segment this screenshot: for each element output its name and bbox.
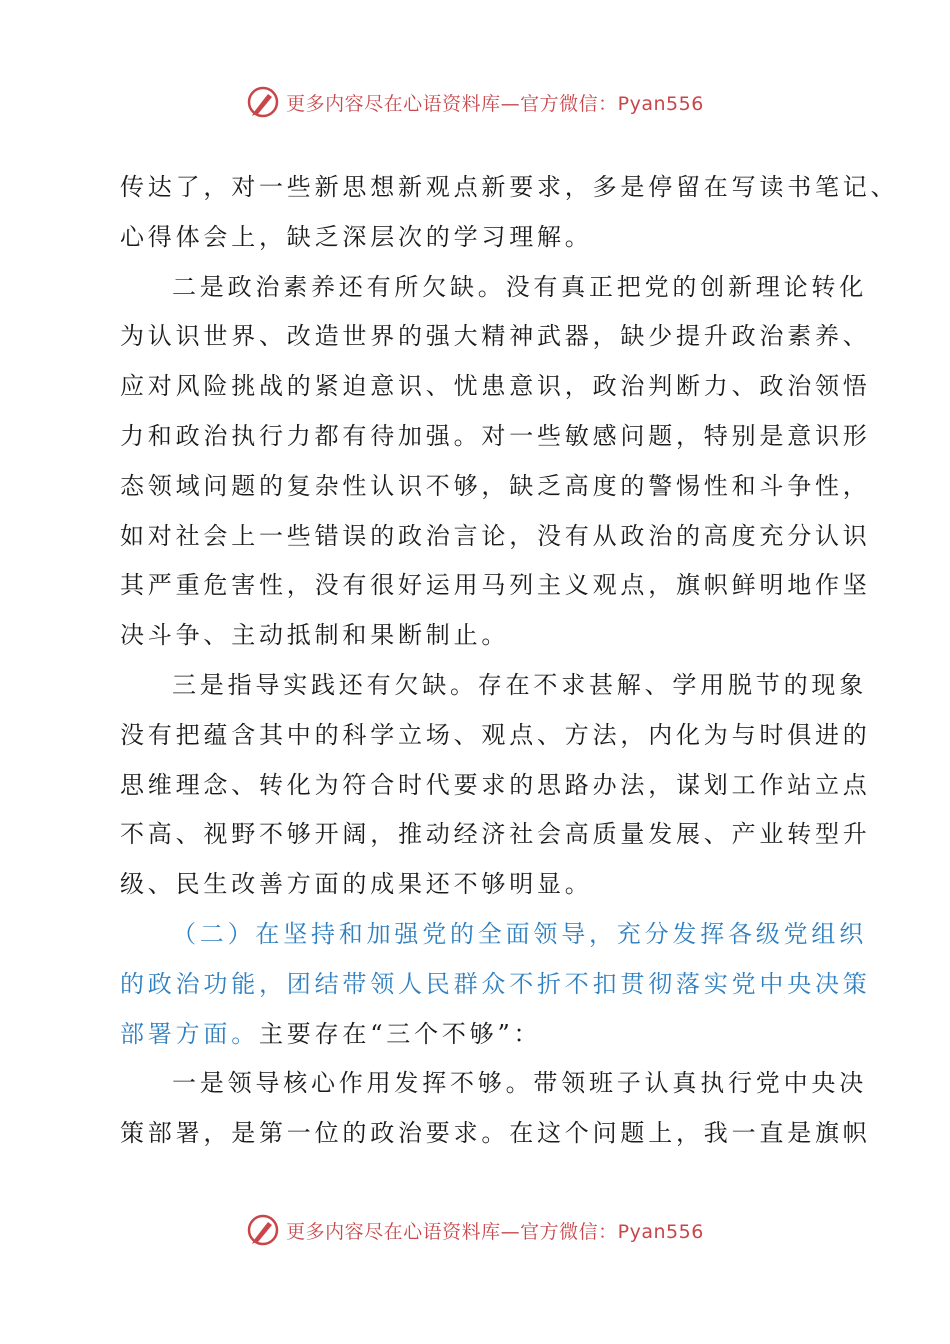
body-line: 一是领导核心作用发挥不够。带领班子认真执行党中央决	[172, 1069, 867, 1098]
pen-circle-logo-icon	[246, 1213, 280, 1247]
body-line: 二是政治素养还有所欠缺。没有真正把党的创新理论转化	[172, 272, 867, 301]
body-line: 策部署，是第一位的政治要求。在这个问题上，我一直是旗帜	[120, 1119, 871, 1148]
body-line: 思维理念、转化为符合时代要求的思路办法，谋划工作站立点	[120, 770, 871, 799]
section-heading-line: （二）在坚持和加强党的全面领导，充分发挥各级党组织	[172, 919, 867, 948]
body-line: 传达了，对一些新思想新观点新要求，多是停留在写读书笔记、	[120, 173, 899, 201]
section-heading-line	[120, 1010, 835, 1060]
header-banner	[0, 82, 950, 122]
body-line: 为认识世界、改造世界的强大精神武器，缺少提升政治素养、	[120, 322, 871, 351]
section-intro: 主要存在“三个不够”：	[259, 1019, 542, 1048]
header-banner-text: 更多内容尽在心语资料库—官方微信：Pyan556	[286, 92, 704, 115]
pen-circle-logo-icon	[246, 85, 280, 119]
section-heading-line: 的政治功能，团结带领人民群众不折不扣贯彻落实党中央决策	[120, 969, 871, 998]
body-line: 不高、视野不够开阔，推动经济社会高质量发展、产业转型升	[120, 820, 871, 849]
body-line: 态领域问题的复杂性认识不够，缺乏高度的警惕性和斗争性，	[120, 471, 871, 500]
body-line: 应对风险挑战的紧迫意识、忧患意识，政治判断力、政治领悟	[120, 372, 871, 401]
section-heading-end: 部署方面。	[120, 1019, 259, 1048]
body-line: 如对社会上一些错误的政治言论，没有从政治的高度充分认识	[120, 521, 871, 550]
body-line: 其严重危害性，没有很好运用马列主义观点，旗帜鲜明地作坚	[120, 571, 871, 600]
footer-banner-text: 更多内容尽在心语资料库—官方微信：Pyan556	[286, 1220, 704, 1243]
footer-banner	[0, 1210, 950, 1250]
body-line: 心得体会上，缺乏深层次的学习理解。	[120, 222, 593, 251]
body-line: 力和政治执行力都有待加强。对一些敏感问题，特别是意识形	[120, 421, 871, 450]
body-line: 三是指导实践还有欠缺。存在不求甚解、学用脱节的现象	[172, 670, 867, 699]
body-line: 决斗争、主动抵制和果断制止。	[120, 621, 510, 650]
document-body	[120, 163, 899, 1159]
body-line: 没有把蕴含其中的科学立场、观点、方法，内化为与时俱进的	[120, 720, 871, 749]
body-line: 级、民生改善方面的成果还不够明显。	[120, 870, 593, 899]
